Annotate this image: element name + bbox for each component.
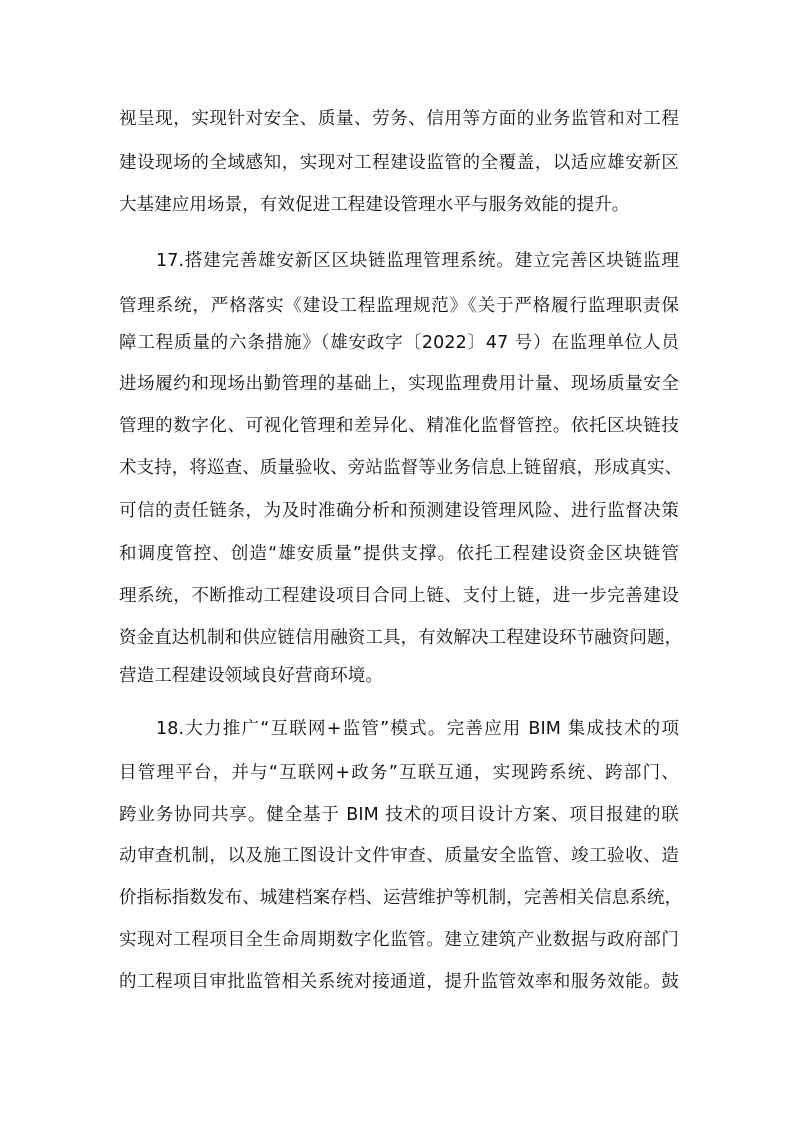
text-line: 资金直达机制和供应链信用融资工具，有效解决工程建设环节融资问题， <box>119 628 683 648</box>
text-line: 跨业务协同共享。健全基于 BIM 技术的项目设计方案、项目报建的联 <box>119 805 679 825</box>
text-line: 18.大力推广“互联网+监管”模式。完善应用 BIM 集成技术的项 <box>156 719 679 739</box>
text-line: 17.搭建完善雄安新区区块链监理管理系统。建立完善区块链监理 <box>156 251 679 271</box>
text-line: 管理的数字化、可视化管理和差异化、精准化监督管控。依托区块链技 <box>119 416 679 436</box>
text-line: 管理系统，严格落实《建设工程监理规范》《关于严格履行监理职责保 <box>119 296 679 316</box>
text-line: 价指标指数发布、城建档案存档、运营维护等机制，完善相关信息系统， <box>119 888 683 908</box>
text-line: 理系统，不断推动工程建设项目合同上链、支付上链，进一步完善建设 <box>119 586 679 606</box>
text-line: 术支持，将巡查、质量验收、旁站监督等业务信息上链留痕，形成真实、 <box>119 458 683 478</box>
text-line: 建设现场的全域感知，实现对工程建设监管的全覆盖，以适应雄安新区 <box>119 153 679 173</box>
text-line: 视呈现，实现针对安全、质量、劳务、信用等方面的业务监管和对工程 <box>119 109 679 129</box>
text-line: 动审查机制，以及施工图设计文件审查、质量安全监管、竣工验收、造 <box>119 846 679 866</box>
text-line: 实现对工程项目全生命周期数字化监管。建立建筑产业数据与政府部门 <box>119 930 679 950</box>
text-line: 营造工程建设领域良好营商环境。 <box>119 666 383 686</box>
text-line: 和调度管控、创造“雄安质量”提供支撑。依托工程建设资金区块链管 <box>119 544 679 564</box>
text-line: 大基建应用场景，有效促进工程建设管理水平与服务效能的提升。 <box>119 195 630 215</box>
text-line: 的工程项目审批监管相关系统对接通道，提升监管效率和服务效能。鼓 <box>119 972 679 992</box>
text-line: 进场履约和现场出勤管理的基础上，实现监理费用计量、现场质量安全 <box>119 374 679 394</box>
text-line: 目管理平台，并与“互联网+政务”互联互通，实现跨系统、跨部门、 <box>119 763 679 783</box>
text-line: 障工程质量的六条措施》（雄安政字〔2022〕47 号）在监理单位人员 <box>119 333 679 353</box>
text-line: 可信的责任链条，为及时准确分析和预测建设管理风险、进行监督决策 <box>119 501 679 521</box>
